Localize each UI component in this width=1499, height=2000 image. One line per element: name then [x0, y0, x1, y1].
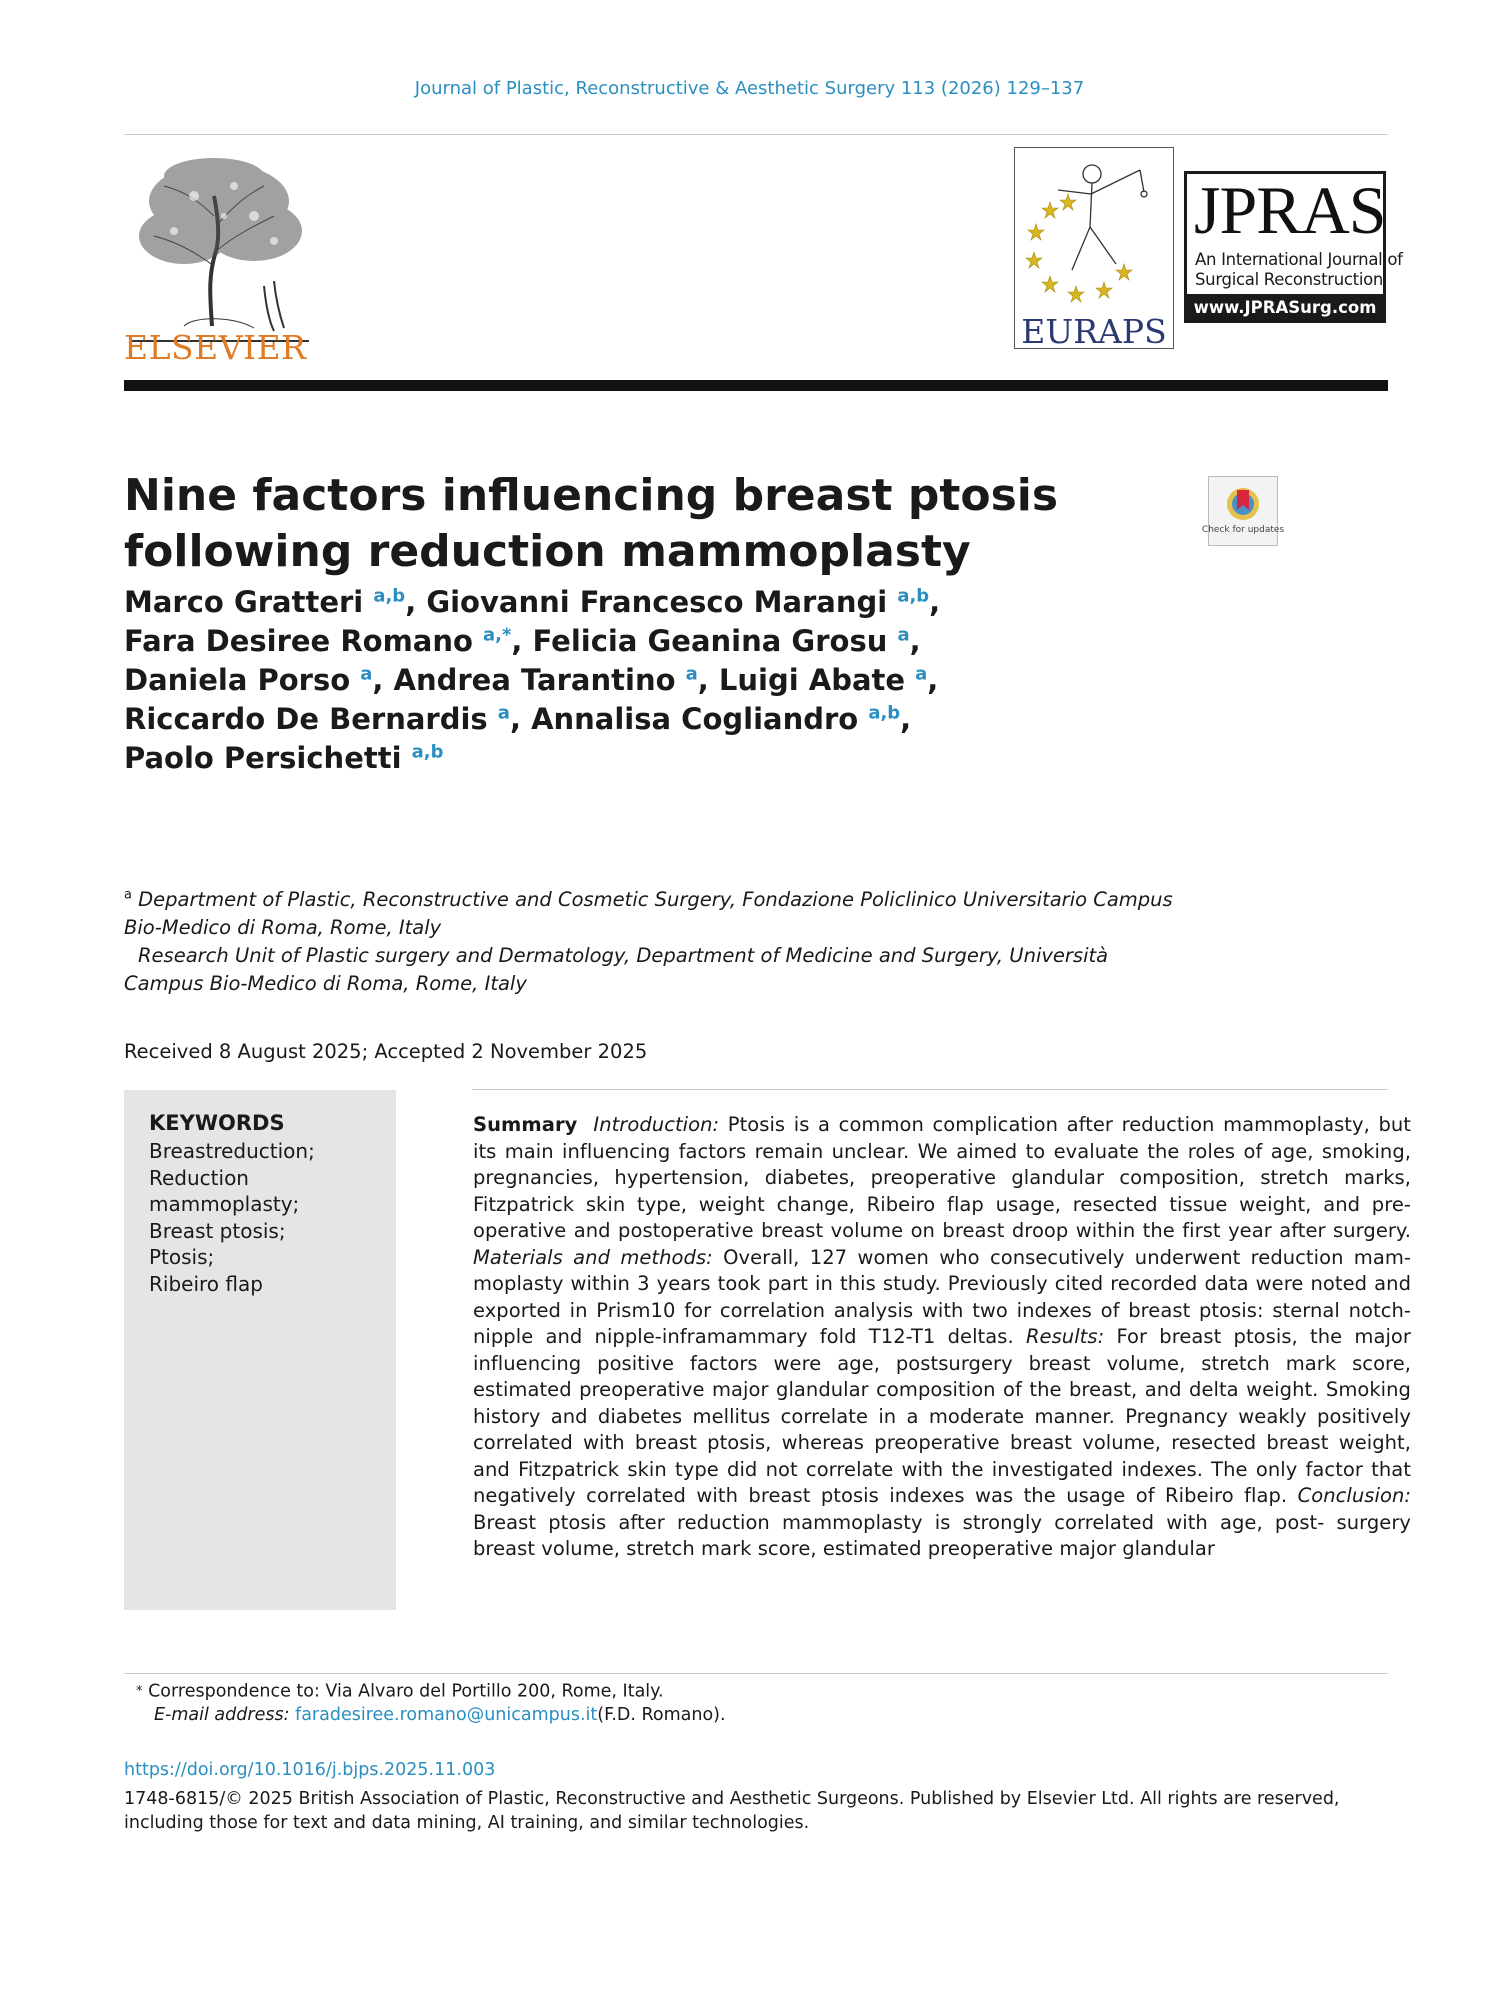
check-for-updates-icon[interactable]	[1201, 476, 1285, 546]
keyword-item: Reduction	[149, 1165, 249, 1190]
author-name: Paolo Persichetti	[124, 741, 412, 775]
affiliation-b	[124, 942, 1184, 998]
doi-link[interactable]: https://doi.org/10.1016/j.bjps.2025.11.003	[124, 1760, 496, 1780]
author-affiliation-mark[interactable]: a,b	[897, 585, 930, 607]
keywords-list	[149, 1138, 389, 1298]
summary-label: Summary	[473, 1113, 578, 1136]
check-for-updates-label: Check for updates	[1201, 525, 1285, 535]
author-affiliation-mark[interactable]: a,b	[868, 702, 901, 724]
summary-divider	[472, 1089, 1388, 1090]
author-affiliation-mark[interactable]: a	[497, 702, 510, 724]
author-name: Annalisa Cogliandro	[531, 702, 869, 736]
affiliation-a-text: Department of Plastic, Reconstructive and Cosmetic Surgery, Fondazione Policlinico Universitario Campus Bio-Medico di Roma, Rome, Italy	[124, 888, 1173, 939]
author-name: Andrea Tarantino	[393, 663, 686, 697]
keyword-item: Ribeiro flap	[149, 1271, 263, 1296]
keyword-item: Breastreduction;	[149, 1139, 315, 1163]
author-name: Marco Gratteri	[124, 585, 374, 619]
author-separator: ,	[900, 702, 912, 736]
email-link[interactable]: faradesiree.romano@unicampus.it	[295, 1705, 598, 1725]
conclusion-label: Conclusion:	[1297, 1484, 1411, 1507]
conclusion-text: Breast ptosis after reduction mammoplasty is strongly correlated with age, post- surgery breast volume, stretch mark score, estimated preoperative major glandular	[473, 1510, 1411, 1560]
methods-text: Overall, 127 women who consecutively underwent reduction mam-moplasty within 3 years took part in this study. Previously cited recorded data were noted and exported in Prism10 for correlation analysis with two indexes of breast ptosis: sternal notch-nipple and nipple-inframammary fold T12-T1 deltas.	[473, 1245, 1411, 1348]
header-divider	[124, 134, 1388, 135]
affiliation-a	[124, 886, 1184, 942]
results-label: Results:	[1025, 1325, 1105, 1348]
keyword-item: Breast ptosis;	[149, 1218, 286, 1243]
keyword-item: Ptosis;	[149, 1245, 215, 1270]
author-affiliation-mark[interactable]: a,b	[373, 585, 406, 607]
author-separator: ,	[909, 624, 921, 658]
author-name: Luigi Abate	[718, 663, 916, 697]
introduction-text: Ptosis is a common complication after reduction mammoplasty, but its main influencing factors remain unclear. We aimed to evaluate the roles of age, smoking, pregnancies, hypertension, diabetes, preoperative glandular composition, stretch marks, Fitzpatrick skin type, weight change, Ribeiro flap usage, resected tissue weight, and pre-operative and postoperative breast volume on breast droop within the first year after surgery.	[473, 1113, 1411, 1242]
methods-label: Materials and methods:	[473, 1245, 713, 1269]
correspondence-text: Correspondence to: Via Alvaro del Portillo 200, Rome, Italy.	[148, 1681, 664, 1702]
author-name: Daniela Porso	[124, 663, 361, 697]
jpras-subtitle-line2: Surgical Reconstruction	[1195, 270, 1384, 289]
jpras-title: JPRAS	[1194, 172, 1386, 248]
footnote-divider	[124, 1673, 1388, 1674]
journal-citation[interactable]: Journal of Plastic, Reconstructive & Aesthetic Surgery 113 (2026) 129–137	[414, 78, 1085, 99]
header-thick-rule	[124, 380, 1388, 391]
author-separator: ,	[511, 624, 533, 658]
author-name: Felicia Geanina Grosu	[532, 624, 898, 658]
author-separator: ,	[372, 663, 394, 697]
correspondence-mark: *	[136, 1684, 143, 1699]
copyright-notice: 1748-6815/© 2025 British Association of Plastic, Reconstructive and Aesthetic Surgeons. Published by Elsevier Ltd. All rights are reserved, including those for text and data mining, AI training, and similar technologies.	[124, 1789, 1340, 1833]
euraps-figure-logo	[1020, 152, 1168, 302]
author-affiliation-mark[interactable]: a	[915, 663, 928, 685]
author-separator: ,	[929, 585, 941, 619]
author-affiliation-mark[interactable]: a	[685, 663, 698, 685]
keywords-heading: KEYWORDS	[149, 1111, 285, 1135]
correspondence-note	[136, 1679, 664, 1705]
email-label: E-mail address:	[154, 1705, 290, 1725]
author-list	[124, 583, 1074, 778]
article-title: Nine factors influencing breast ptosis following reduction mammoplasty	[124, 470, 1059, 577]
affiliation-b-text: Research Unit of Plastic surgery and Dermatology, Department of Medicine and Surgery, Università Campus Bio-Medico di Roma, Rome, Italy	[124, 944, 1109, 995]
email-line	[154, 1705, 726, 1725]
jpras-url[interactable]: www.JPRASurg.com	[1184, 294, 1386, 322]
author-affiliation-mark[interactable]: a	[897, 624, 910, 646]
elsevier-wordmark: ELSEVIER	[124, 328, 307, 367]
jpras-subtitle-line1: An International Journal of	[1195, 250, 1403, 269]
introduction-label: Introduction:	[593, 1113, 720, 1136]
results-text: For breast ptosis, the major influencing positive factors were age, postsurgery breast volume, stretch mark score, estimated preoperative major glandular composition of the breast, and delta weight. Smoking history and diabetes mellitus correlate in a moderate manner. Pregnancy weakly positively correlated with breast ptosis, whereas preoperative breast volume, resected breast weight, and Fitzpatrick skin type did not correlate with the investigated indexes. The only factor that negatively correlated with breast ptosis indexes was the usage of Ribeiro flap.	[473, 1325, 1411, 1507]
author-name: Giovanni Francesco Marangi	[426, 585, 898, 619]
keyword-item: mammoplasty;	[149, 1192, 300, 1217]
author-separator: ,	[405, 585, 427, 619]
author-separator: ,	[927, 663, 939, 697]
email-suffix: (F.D. Romano).	[597, 1705, 726, 1725]
abstract-summary	[473, 1112, 1411, 1563]
affiliation-a-mark: a	[124, 887, 132, 903]
author-separator: ,	[509, 702, 532, 736]
author-name: Fara Desiree Romano	[124, 624, 484, 658]
author-affiliation-mark[interactable]: a	[360, 663, 373, 685]
author-separator: ,	[697, 663, 719, 697]
author-affiliation-mark[interactable]: a,*	[483, 624, 512, 646]
author-name: Riccardo De Bernardis	[124, 702, 498, 736]
received-dates: Received 8 August 2025; Accepted 2 November 2025	[124, 1040, 648, 1063]
author-affiliation-mark[interactable]: a,b	[411, 741, 444, 763]
euraps-wordmark: EURAPS	[1021, 312, 1167, 351]
